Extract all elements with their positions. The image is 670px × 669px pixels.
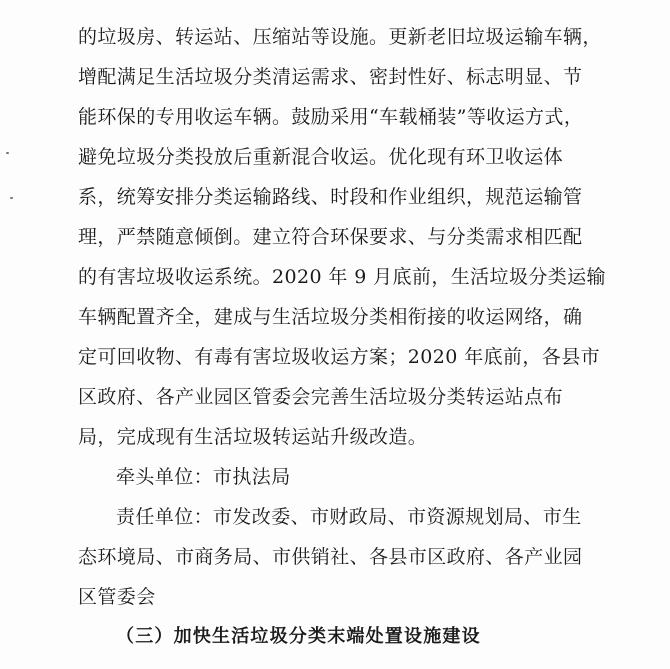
body-line: 定可回收物、有毒有害垃圾收运方案；2020 年底前，各县市 [78, 346, 600, 368]
body-line: 区政府、各产业园区管委会完善生活垃圾分类转运站点布 [78, 386, 564, 408]
body-line: 系，统筹安排分类运输路线、时段和作业组织，规范运输管 [78, 186, 583, 208]
responsible-units-line: 区管委会 [78, 586, 156, 608]
body-line: 避免垃圾分类投放后重新混合收运。优化现有环卫收运体 [78, 146, 564, 168]
document-text [78, 0, 638, 657]
lead-unit: 牵头单位：市执法局 [116, 466, 291, 488]
body-line: 的垃圾房、转运站、压缩站等设施。更新老旧垃圾运输车辆， [78, 26, 602, 48]
responsible-units-line: 责任单位：市发改委、市财政局、市资源规划局、市生 [116, 506, 582, 528]
scan-speck [6, 152, 9, 154]
section-heading: （三）加快生活垃圾分类末端处置设施建设 [116, 626, 481, 647]
body-line: 理，严禁随意倾倒。建立符合环保要求、与分类需求相匹配 [78, 226, 583, 248]
body-line: 增配满足生活垃圾分类清运需求、密封性好、标志明显、节 [78, 66, 583, 88]
body-line: 的有害垃圾收运系统。2020 年 9 月底前，生活垃圾分类运输 [78, 266, 606, 288]
responsible-units-line: 态环境局、市商务局、市供销社、各县市区政府、各产业园 [78, 546, 583, 568]
scan-speck [10, 197, 13, 199]
body-line: 车辆配置齐全，建成与生活垃圾分类相衔接的收运网络，确 [78, 306, 583, 328]
body-line: 能环保的专用收运车辆。鼓励采用“车载桶装”等收运方式， [78, 106, 584, 128]
body-line: 局，完成现有生活垃圾转运站升级改造。 [78, 426, 428, 448]
